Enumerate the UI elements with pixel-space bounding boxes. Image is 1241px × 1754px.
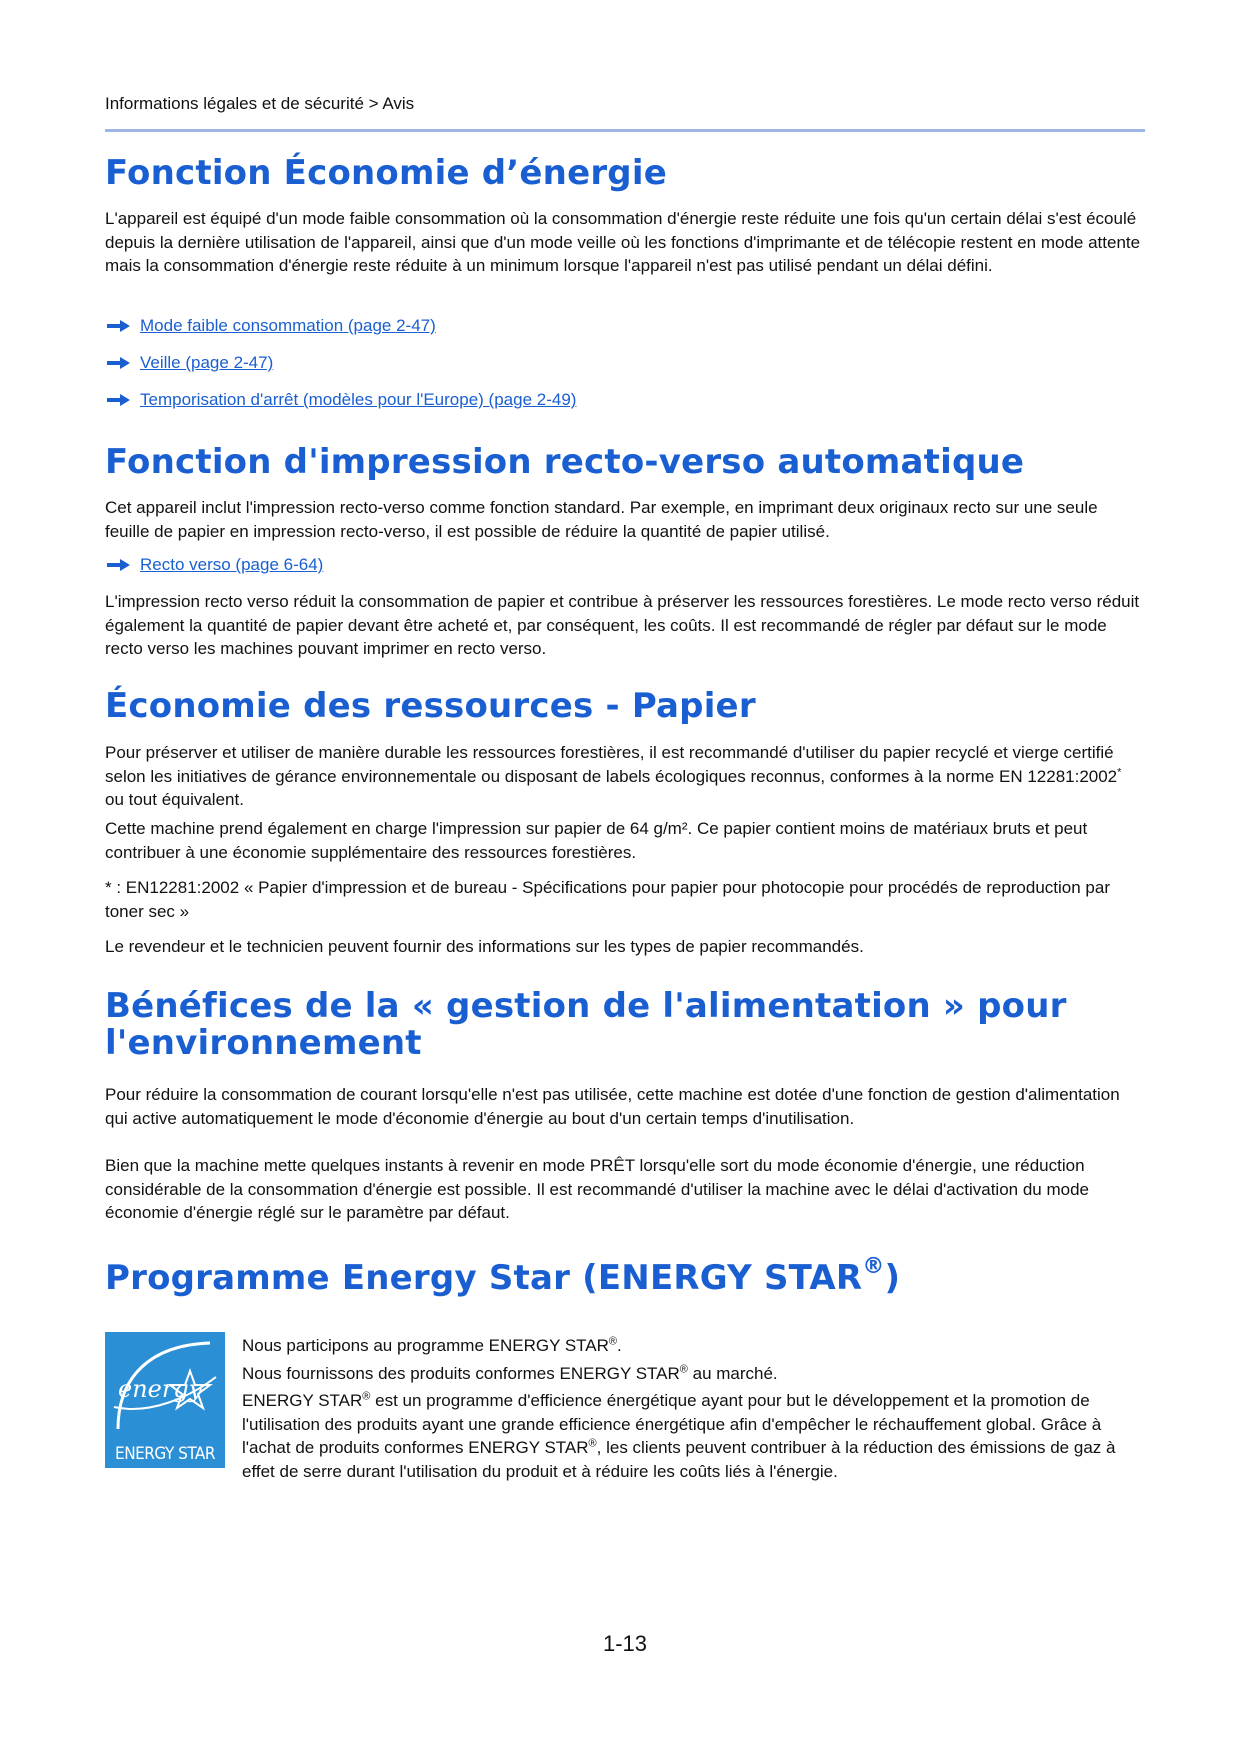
registered-mark: ® [362, 1390, 371, 1403]
energy-star-logo-text: ENERGY STAR [115, 1444, 215, 1464]
link-row-low-power[interactable] [105, 316, 436, 336]
link-row-duplex[interactable] [105, 555, 323, 575]
energy-star-line-2-end: au marché. [687, 1363, 778, 1383]
arrow-right-icon [105, 558, 133, 572]
section-title-energy-star [105, 1253, 901, 1298]
link-duplex[interactable]: Recto verso (page 6-64) [140, 555, 324, 574]
energy-script-text: energy [118, 1375, 203, 1403]
energy-star-line-1-text: Nous participons au programme ENERGY STAR [242, 1336, 609, 1355]
energy-star-title-end: ) [884, 1258, 901, 1298]
energy-star-text [242, 1334, 1147, 1487]
link-power-off-timer[interactable]: Temporisation d'arrêt (modèles pour l'Europe) (page 2-49) [140, 390, 577, 409]
energy-star-title-text: Programme Energy Star (ENERGY STAR [105, 1258, 863, 1298]
paper-footnote: * : EN12281:2002 « Papier d'impression et de bureau - Spécifications pour papier pour photocopie pour procédés de reproduction par toner sec » [105, 878, 1111, 921]
link-row-sleep[interactable] [105, 353, 273, 373]
energy-star-line-3-end: , les clients peuvent contribuer à la réduction des émissions de gaz à effet de serre durant l'utilisation du produit et à réduire les coûts liés à l'énergie. [242, 1438, 1116, 1481]
arrow-right-icon [105, 393, 133, 407]
energy-star-line-3 [242, 1389, 1147, 1483]
section-title-duplex: Fonction d'impression recto-verso automatique [105, 442, 1025, 482]
registered-mark: ® [588, 1437, 597, 1450]
section-title-paper: Économie des ressources - Papier [105, 686, 756, 726]
energy-star-line-3-start: ENERGY STAR [242, 1391, 363, 1410]
registered-mark: ® [679, 1362, 688, 1375]
header-rule [105, 129, 1145, 132]
energy-star-emblem-icon [110, 1337, 220, 1433]
page-number: 1-13 [602, 1631, 648, 1656]
footnote-marker: * [1117, 765, 1122, 778]
energy-star-line-2 [242, 1362, 1147, 1386]
registered-mark: ® [862, 1253, 885, 1279]
link-row-power-off-timer[interactable] [105, 390, 576, 410]
power-management-body-2: Bien que la machine mette quelques instants à revenir en mode PRÊT lorsqu'elle sort du mode économie d'énergie, une réduction considérable de la consommation d'énergie est possible. Il est recommandé d'utiliser la machine avec le délai d'activation du mode économie d'énergie réglé sur le paramètre par défaut. [105, 1156, 1089, 1222]
arrow-right-icon [105, 319, 133, 333]
section-title-energy-saving: Fonction Économie d’énergie [105, 153, 667, 193]
duplex-body-1: Cet appareil inclut l'impression recto-verso comme fonction standard. Par exemple, en imprimant deux originaux recto sur une seule feuille de papier en impression recto-verso, il est possible de réduire la quantité de papier utilisé. [105, 498, 1098, 541]
section-title-power-management: Bénéfices de la « gestion de l'alimentation » pour l'environnement [105, 986, 1067, 1063]
registered-mark: ® [608, 1335, 618, 1348]
power-management-body-1: Pour réduire la consommation de courant lorsqu'elle n'est pas utilisée, cette machine est dotée d'une fonction de gestion d'alimentation qui active automatiquement le mode d'économie d'énergie au bout d'un certain temps d'inutilisation. [105, 1085, 1120, 1128]
energy-saving-body: L'appareil est équipé d'un mode faible consommation où la consommation d'énergie reste réduite une fois qu'un certain délai s'est écoulé depuis la dernière utilisation de l'appareil, ainsi que d'un mode veille où les fonctions d'imprimante et de télécopie restent en mode attente mais la consommation d'énergie reste réduite à un minimum lorsque l'appareil n'est pas utilisé pendant un délai défini. [105, 209, 1141, 275]
paper-body-2: Cette machine prend également en charge l'impression sur papier de 64 g/m². Ce papier contient moins de matériaux bruts et peut contribuer à une économie supplémentaire des ressources forestières. [105, 819, 1088, 862]
link-low-power-mode[interactable]: Mode faible consommation (page 2-47) [140, 316, 436, 335]
energy-star-logo [105, 1332, 225, 1468]
arrow-right-icon [105, 356, 133, 370]
paper-body-1 [105, 741, 1145, 812]
energy-star-line-3-text: est un programme d'efficience énergétique ayant pour but le développement et la promotion de l'utilisation des produits ayant une grande efficience énergétique afin d'empêcher le réchauffement global. Grâce à l'achat de produits conformes ENERGY STAR [242, 1391, 1102, 1457]
link-sleep[interactable]: Veille (page 2-47) [140, 353, 274, 372]
paper-body-3: Le revendeur et le technicien peuvent fournir des informations sur les types de papier recommandés. [105, 937, 864, 956]
breadcrumb: Informations légales et de sécurité > Avis [105, 94, 415, 113]
energy-star-line-2-text: Nous fournissons des produits conformes ENERGY STAR [242, 1363, 680, 1383]
paper-body-1-text: Pour préserver et utiliser de manière durable les ressources forestières, il est recommandé d'utiliser du papier recyclé et vierge certifié selon les initiatives de gérance environnementale ou disposant de labels écologiques reconnus, conformes à la norme EN 12281:2002 [105, 743, 1118, 786]
energy-star-line-1 [242, 1334, 1147, 1358]
paper-body-1-end: ou tout équivalent. [105, 790, 244, 809]
duplex-body-2: L'impression recto verso réduit la consommation de papier et contribue à préserver les ressources forestières. Le mode recto verso réduit également la quantité de papier devant être acheté et, par conséquent, les coûts. Il est recommandé de régler par défaut sur le mode recto verso les machines pouvant imprimer en recto verso. [105, 592, 1140, 658]
energy-star-line-1-end: . [617, 1336, 622, 1355]
